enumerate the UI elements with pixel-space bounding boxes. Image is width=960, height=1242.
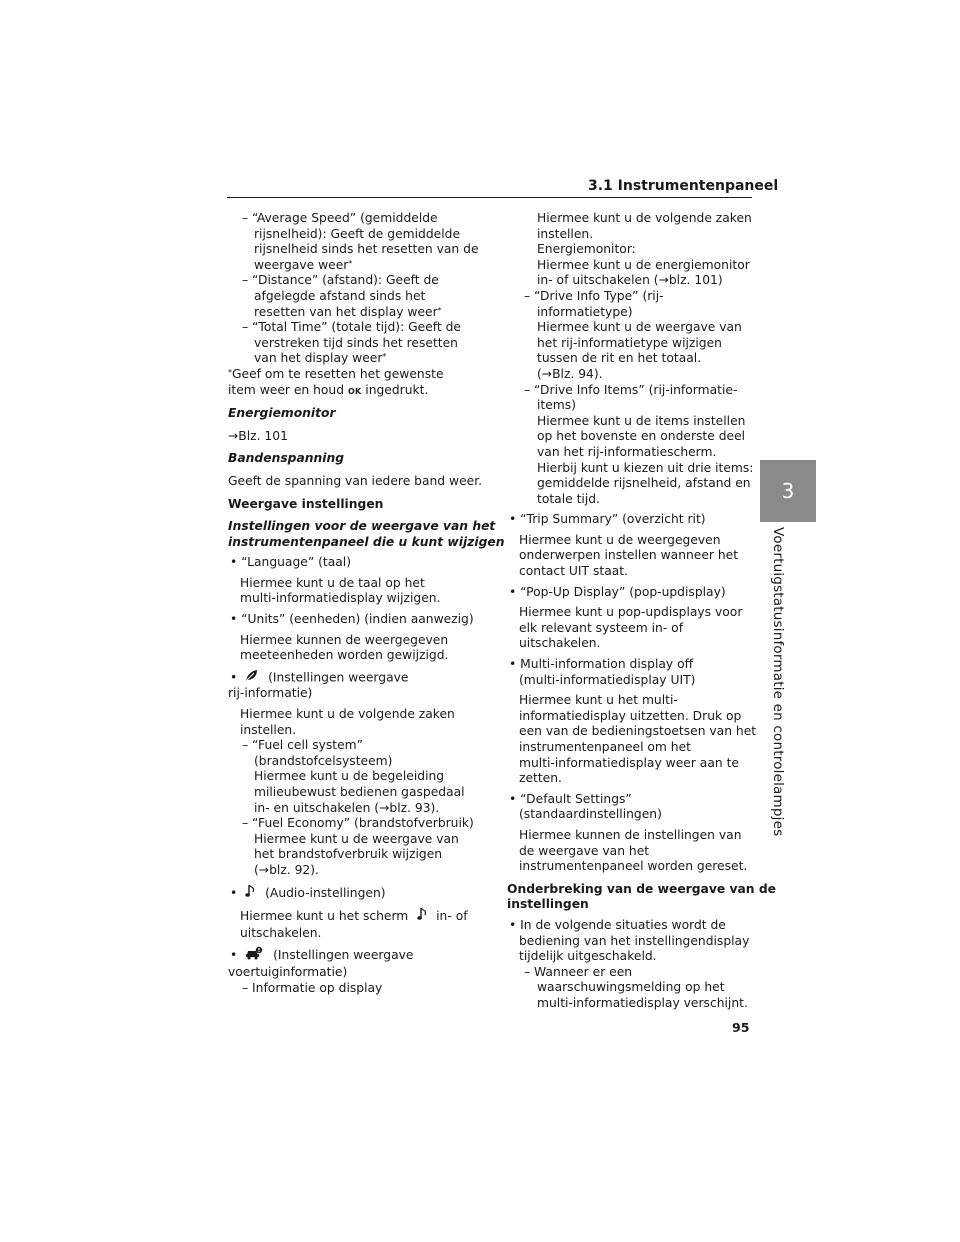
text-line: instrumentenpaneel worden gereset. xyxy=(519,859,748,874)
asterisk: * xyxy=(382,352,387,362)
list-item: • “Pop-Up Display” (pop-updisplay) xyxy=(509,584,726,599)
list-item: • (Instellingen weergave xyxy=(228,946,490,965)
text-line: van het rij-informatiescherm. xyxy=(537,444,717,459)
text-line: tijdelijk uitgeschakeld. xyxy=(519,949,657,964)
heading-bandenspanning: Bandenspanning xyxy=(228,451,345,466)
ok-button-icon: OK xyxy=(347,386,362,396)
text-line: (brandstofcelsysteem) xyxy=(254,753,393,768)
text-line: zetten. xyxy=(519,771,562,786)
list-item: • In de volgende situaties wordt de xyxy=(509,917,726,932)
text-line: multi-informatiedisplay wijzigen. xyxy=(240,591,441,606)
text-line: Hiermee kunt u pop-updisplays voor xyxy=(519,605,743,620)
text-line: – “Drive Info Items” (rij-informatie- xyxy=(524,382,738,397)
section-header: 3.1 Instrumentenpaneel xyxy=(588,178,779,194)
text-line: – “Distance” (afstand): Geeft de xyxy=(242,273,439,288)
text-line: – “Total Time” (totale tijd): Geeft de xyxy=(242,320,462,335)
asterisk: * xyxy=(437,305,442,315)
music-note-icon xyxy=(417,907,427,926)
text-line: – Wanneer er een xyxy=(524,964,633,979)
text-line: uitschakelen. xyxy=(240,925,322,940)
text-line: multi-informatiedisplay weer aan te xyxy=(519,755,739,770)
text-line: het rij-informatietype wijzigen xyxy=(537,335,722,350)
text-line: resetten van het display weer* xyxy=(254,304,442,319)
text-line: – “Average Speed” (gemiddelde xyxy=(242,211,438,225)
text-line: instellen. xyxy=(240,722,297,737)
text-line: milieubewust bedienen gaspedaal xyxy=(254,785,465,799)
right-column xyxy=(507,211,776,1012)
chapter-tab: 3 xyxy=(760,460,816,522)
text-line: items) xyxy=(537,398,576,413)
text-line: elk relevant systeem in- of xyxy=(519,620,684,635)
music-note-icon xyxy=(245,884,255,903)
subheading: Instellingen voor de weergave van het xyxy=(228,519,496,534)
text-line: (→Blz. 94). xyxy=(537,366,603,381)
text-line: de weergave van het xyxy=(519,843,650,858)
text-line: Hiermee kunt u de items instellen xyxy=(537,413,746,428)
text-line: op het bovenste en onderste deel xyxy=(537,429,746,444)
text-line: een van de bedieningstoetsen van het xyxy=(519,724,757,739)
heading-onderbreking: Onderbreking van de weergave van de xyxy=(507,881,776,896)
text-line: instrumentenpaneel om het xyxy=(519,740,691,754)
heading-energiemonitor: Energiemonitor xyxy=(228,406,336,421)
footnote: item weer en houd OK ingedrukt. xyxy=(228,382,429,397)
text-line: Energiemonitor: xyxy=(537,242,636,257)
footnote: *Geef om te resetten het gewenste xyxy=(228,366,444,381)
text-line: informatietype) xyxy=(537,304,633,319)
text-line: (standaardinstellingen) xyxy=(519,807,662,822)
text-line: contact UIT staat. xyxy=(519,564,629,579)
text-line: waarschuwingsmelding op het xyxy=(537,980,725,995)
text-line: Hiermee kunt u de weergave van xyxy=(537,320,742,335)
text-line: Hierbij kunt u kiezen uit drie items: xyxy=(537,460,754,475)
list-item: • “Default Settings” xyxy=(509,791,632,806)
subheading: instrumentenpaneel die u kunt wijzigen xyxy=(228,534,505,549)
page-number: 95 xyxy=(732,1020,750,1035)
list-item: • “Units” (eenheden) (indien aanwezig) xyxy=(230,612,474,627)
text-line: afgelegde afstand sinds het xyxy=(254,288,426,303)
left-column xyxy=(228,211,505,996)
text-line: gemiddelde rijsnelheid, afstand en xyxy=(537,476,751,491)
text-line: uitschakelen. xyxy=(519,636,601,651)
text-line: Hiermee kunt u de begeleiding xyxy=(254,769,445,784)
text-line: meeteenheden worden gewijzigd. xyxy=(240,648,449,663)
page-reference: →Blz. 101 xyxy=(228,428,288,443)
text-line: informatiedisplay uitzetten. Druk op xyxy=(519,708,742,723)
text-line: (multi-informatiedisplay UIT) xyxy=(519,672,696,687)
text-line: van het display weer* xyxy=(254,351,387,366)
text-line: – “Drive Info Type” (rij- xyxy=(524,288,664,303)
header-rule xyxy=(227,197,752,198)
list-item: • Multi-information display off xyxy=(509,657,694,672)
heading-onderbreking: instellingen xyxy=(507,897,589,912)
text-line: voertuiginformatie) xyxy=(228,964,348,979)
text-line: Hiermee kunt u de taal op het xyxy=(240,575,425,590)
text-line: Geeft de spanning van iedere band weer. xyxy=(228,473,483,488)
car-info-icon xyxy=(245,946,263,965)
list-item: • (Instellingen weergave xyxy=(228,669,490,687)
heading-weergave-instellingen: Weergave instellingen xyxy=(228,496,384,511)
text-line: verstreken tijd sinds het resetten xyxy=(254,335,458,350)
text-line: – “Fuel cell system” xyxy=(242,738,364,753)
text-line: rijsnelheid): Geeft de gemiddelde xyxy=(254,226,461,241)
list-item: • “Trip Summary” (overzicht rit) xyxy=(509,512,706,527)
text-line: onderwerpen instellen wanneer het xyxy=(519,548,739,563)
chapter-title: Voertuigstatusinformatie en controlelampjes xyxy=(770,527,786,837)
text-line: Hiermee kunnen de weergegeven xyxy=(240,632,449,647)
text-line: multi-informatiedisplay verschijnt. xyxy=(537,995,748,1010)
text-line: Hiermee kunt u de energiemonitor xyxy=(537,257,750,272)
list-item: • (Audio-instellingen) xyxy=(228,884,490,903)
text-line: Hiermee kunt u de weergegeven xyxy=(519,532,721,547)
text-line: Hiermee kunt u de volgende zaken xyxy=(537,211,752,225)
text-line: Hiermee kunt u het scherm in- of xyxy=(228,907,490,926)
text-line: Hiermee kunt u de volgende zaken xyxy=(240,707,455,722)
text-line: het brandstofverbruik wijzigen xyxy=(254,847,443,862)
text-line: weergave weer* xyxy=(254,257,353,272)
text-line: bediening van het instellingendisplay xyxy=(519,933,750,948)
text-line: – “Fuel Economy” (brandstofverbruik) xyxy=(242,816,474,831)
text-line: rij-informatie) xyxy=(228,686,313,701)
text-line: rijsnelheid sinds het resetten van de xyxy=(254,242,479,257)
text-line: Hiermee kunnen de instellingen van xyxy=(519,827,742,842)
leaf-icon xyxy=(245,669,258,687)
text-line: (→blz. 92). xyxy=(254,862,319,877)
list-item: • “Language” (taal) xyxy=(230,555,352,570)
text-line: tussen de rit en het totaal. xyxy=(537,351,702,366)
text-line: – Informatie op display xyxy=(242,980,383,995)
text-line: Hiermee kunt u het multi- xyxy=(519,693,678,708)
text-line: Hiermee kunt u de weergave van xyxy=(254,831,459,846)
text-line: totale tijd. xyxy=(537,491,600,506)
text-line: in- of uitschakelen (→blz. 101) xyxy=(537,273,723,288)
text-line: in- en uitschakelen (→blz. 93). xyxy=(254,800,440,815)
text-line: instellen. xyxy=(537,226,594,241)
asterisk: * xyxy=(348,258,353,268)
